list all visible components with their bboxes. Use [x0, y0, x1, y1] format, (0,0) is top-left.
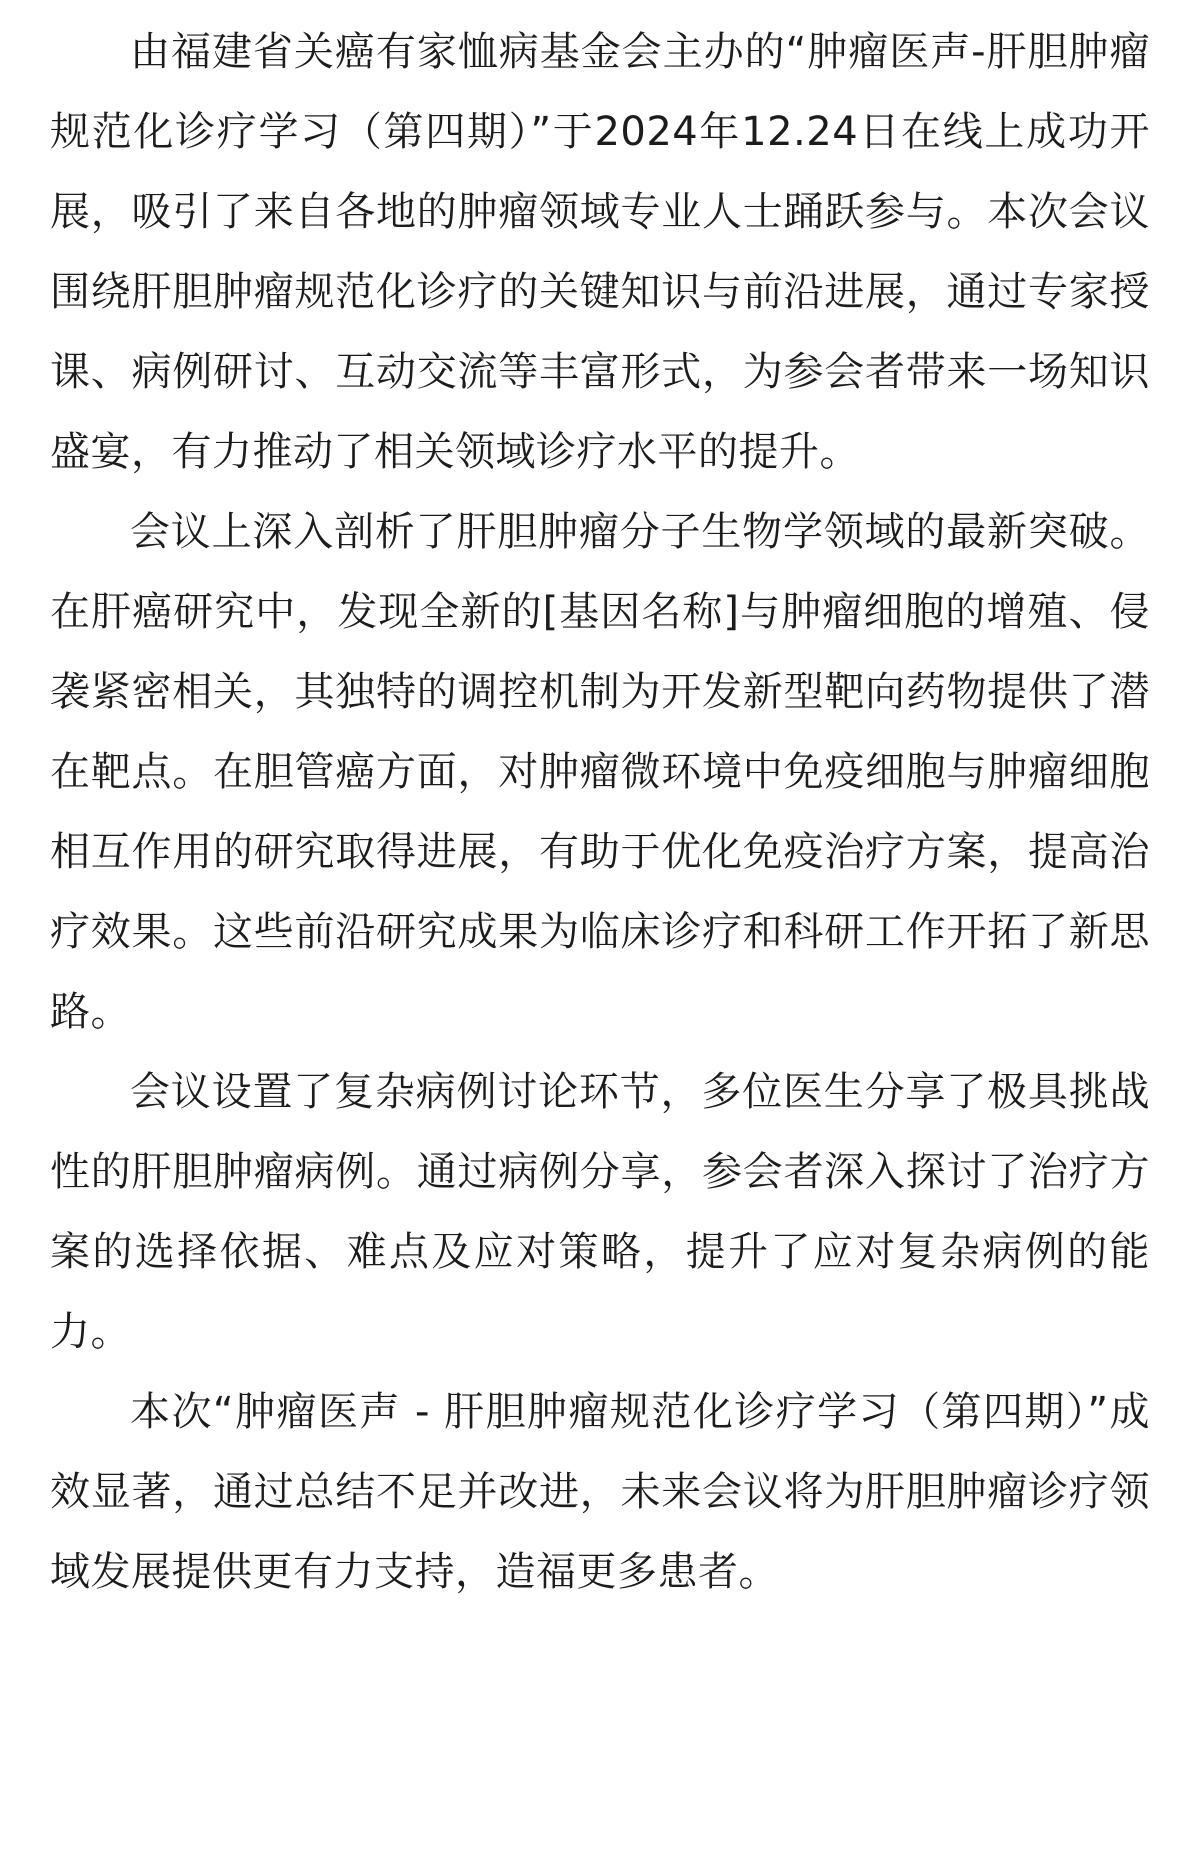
paragraph-research: 会议上深入剖析了肝胆肿瘤分子生物学领域的最新突破。在肝癌研究中，发现全新的[基因名称]与肿瘤细胞的增殖、侵袭紧密相关，其独特的调控机制为开发新型靶向药物提供了潜在靶点。在胆管癌方面，对肿瘤微环境中免疫细胞与肿瘤细胞相互作用的研究取得进展，有助于优化免疫治疗方案，提高治疗效果。这些前沿研究成果为临床诊疗和科研工作开拓了新思路。: [50, 509, 1150, 1035]
article-body: [50, 12, 1150, 1612]
paragraph-conclusion: 本次“肿瘤医声 - 肝胆肿瘤规范化诊疗学习（第四期）”成效显著，通过总结不足并改进，未来会议将为肝胆肿瘤诊疗领域发展提供更有力支持，造福更多患者。: [50, 1389, 1150, 1595]
paragraph-intro: 由福建省关癌有家恤病基金会主办的“肿瘤医声-肝胆肿瘤规范化诊疗学习（第四期）”于2024年12.24日在线上成功开展，吸引了来自各地的肿瘤领域专业人士踊跃参与。本次会议围绕肝胆肿瘤规范化诊疗的关键知识与前沿进展，通过专家授课、病例研讨、互动交流等丰富形式，为参会者带来一场知识盛宴，有力推动了相关领域诊疗水平的提升。: [50, 29, 1150, 475]
paragraph-case-discussion: 会议设置了复杂病例讨论环节，多位医生分享了极具挑战性的肝胆肿瘤病例。通过病例分享，参会者深入探讨了治疗方案的选择依据、难点及应对策略，提升了应对复杂病例的能力。: [50, 1069, 1150, 1355]
